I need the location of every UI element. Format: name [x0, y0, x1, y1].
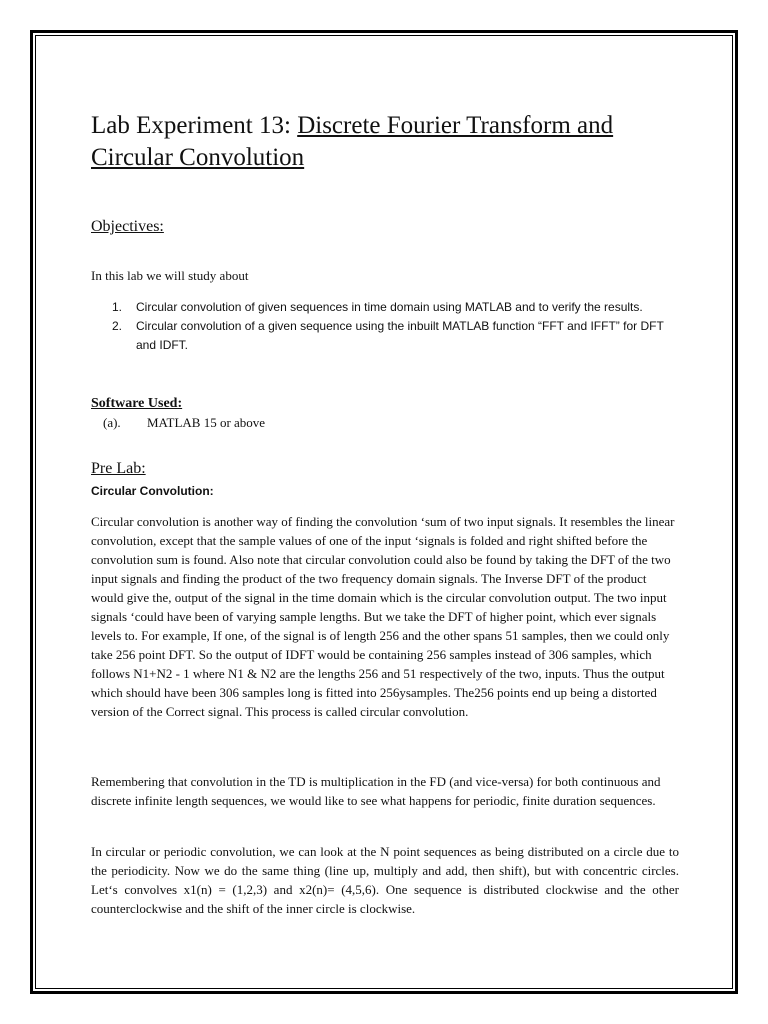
- circular-convolution-heading: Circular Convolution:: [91, 484, 214, 498]
- software-heading: [91, 396, 182, 412]
- document-title: [91, 110, 691, 174]
- list-item: [112, 317, 672, 355]
- software-heading-colon: :: [177, 396, 183, 411]
- objectives-intro: In this lab we will study about: [91, 268, 249, 283]
- list-item-text: Circular convolution of a given sequence using the inbuilt MATLAB function “FFT and IFFT” for DFT and IDFT.: [136, 319, 664, 352]
- title-underlined: Discrete Fourier Transform and Circular Convolution: [91, 112, 614, 171]
- software-item-label: (a).: [103, 415, 121, 430]
- software-item: [103, 415, 265, 431]
- list-item-number: 1.: [112, 300, 123, 314]
- body-paragraph: Remembering that convolution in the TD is multiplication in the FD (and vice-versa) for both continuous and discrete infinite length sequences, we would like to see what happens for periodic, finite duration sequences.: [91, 774, 661, 808]
- objectives-list: [112, 298, 672, 355]
- title-prefix: Lab Experiment 13:: [91, 112, 298, 139]
- software-item-text: MATLAB 15 or above: [147, 415, 266, 430]
- list-item-number: 2.: [112, 319, 123, 333]
- objectives-heading: Objectives:: [91, 218, 164, 235]
- list-item: [112, 298, 672, 317]
- prelab-heading: Pre Lab:: [91, 460, 146, 477]
- body-paragraph: Circular convolution is another way of finding the convolution ‘sum of two input signals. It resembles the linear convolution, except that the sample values of one of the input ‘signals is folded and right shifted before the convolution sum is found. Also note that circular convolution could also be found by taking the DFT of the two input signals and finding the product of the two frequency domain signals. The Inverse DFT of the product would give the, output of the signal in the time domain which is the circular convolution output. The two input signals ‘could have been of varying sample lengths. But we take the DFT of higher point, which ever signals levels to. For example, If one, of the signal is of length 256 and the other spans 51 samples, then we could only take 256 point DFT. So the output of IDFT would be containing 256 samples instead of 306 samples, which follows N1+N2 - 1 where N1 & N2 are the lengths 256 and 51 respectively of the two, inputs. Thus the output which should have been 306 samples long is fitted into 256ysamples. The256 points end up being a distorted version of the Correct signal. This process is called circular convolution.: [91, 514, 675, 719]
- list-item-text: Circular convolution of given sequences in time domain using MATLAB and to verify the results.: [136, 300, 643, 314]
- software-heading-text: Software Used: [91, 396, 178, 411]
- body-paragraph: In circular or periodic convolution, we can look at the N point sequences as being distributed on a circle due to the periodicity. Now we do the same thing (line up, multiply and add, then shift), but with concentric circles. Let‘s convolves x1(n) = (1,2,3) and x2(n)= (4,5,6). One sequence is distributed clockwise and the other counterclockwise and the shift of the inner circle is clockwise.: [91, 844, 679, 916]
